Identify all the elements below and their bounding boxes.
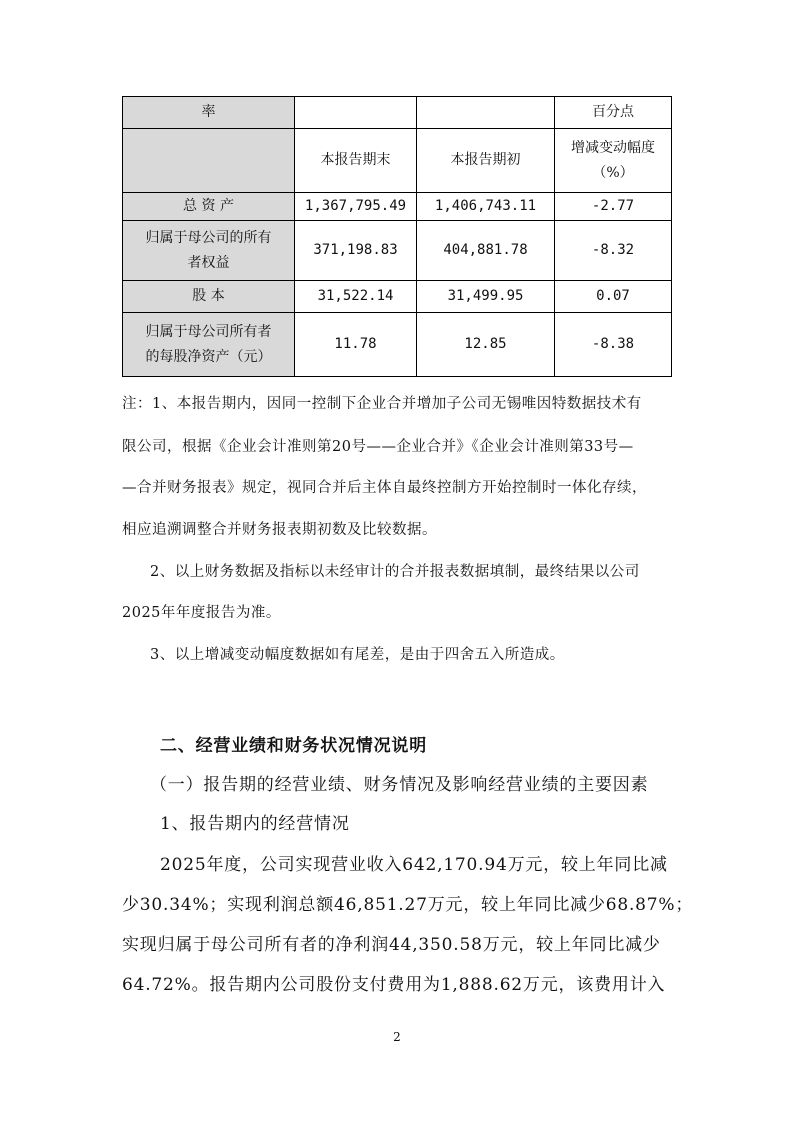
financial-table — [122, 96, 672, 377]
table-cell — [295, 97, 417, 129]
table-row — [123, 281, 672, 313]
section-heading: 二、经营业绩和财务状况情况说明 — [160, 736, 427, 756]
table-cell: 百分点 — [555, 97, 672, 129]
note-3: 3、以上增减变动幅度数据如有尾差，是由于四舍五入所造成。 — [150, 647, 565, 663]
column-header-period-end: 本报告期末 — [295, 129, 417, 193]
column-header-change-line2: （%） — [592, 164, 634, 181]
subsection-item-heading: 1、报告期内的经营情况 — [160, 814, 350, 834]
note-2-line-1: 2、以上财务数据及指标以未经审计的合并报表数据填制，最终结果以公司 — [150, 564, 640, 580]
table-cell — [417, 97, 555, 129]
value-change: 0.07 — [555, 281, 672, 313]
value-period-end: 1,367,795.49 — [295, 193, 417, 221]
value-change: -8.32 — [555, 221, 672, 281]
value-period-start: 31,499.95 — [417, 281, 555, 313]
value-period-start: 12.85 — [417, 313, 555, 377]
table-row — [123, 313, 672, 377]
row-label-line2: 的每股净资产（元） — [145, 348, 272, 365]
column-header-period-start: 本报告期初 — [417, 129, 555, 193]
value-period-end: 11.78 — [295, 313, 417, 377]
row-label-line1: 归属于母公司的所有 — [145, 229, 272, 246]
value-period-start: 404,881.78 — [417, 221, 555, 281]
row-label: 股 本 — [123, 281, 295, 313]
table-row — [123, 193, 672, 221]
row-label: 总 资 产 — [123, 193, 295, 221]
row-label — [123, 313, 295, 377]
table-header-cell — [123, 129, 295, 193]
note-1-line-1: 注：1、本报告期内，因同一控制下企业合并增加子公司无锡唯因特数据技术有 — [122, 396, 642, 412]
value-change: -2.77 — [555, 193, 672, 221]
value-period-end: 371,198.83 — [295, 221, 417, 281]
page-number: 2 — [393, 1030, 401, 1044]
table-header-row — [123, 129, 672, 193]
note-2-line-2: 2025年年度报告为准。 — [122, 605, 281, 621]
value-period-end: 31,522.14 — [295, 281, 417, 313]
subsection-heading: （一）报告期的经营业绩、财务情况及影响经营业绩的主要因素 — [150, 775, 649, 795]
table-cell: 率 — [123, 97, 295, 129]
paragraph-line-3: 实现归属于母公司所有者的净利润44,350.58万元，较上年同比减少 — [122, 935, 661, 955]
value-period-start: 1,406,743.11 — [417, 193, 555, 221]
value-change: -8.38 — [555, 313, 672, 377]
row-label-line2: 者权益 — [187, 254, 230, 271]
paragraph-line-2: 少30.34%；实现利润总额46,851.27万元，较上年同比减少68.87%； — [122, 895, 694, 915]
row-label — [123, 221, 295, 281]
paragraph-line-4: 64.72%。报告期内公司股份支付费用为1,888.62万元，该费用计入 — [122, 975, 666, 995]
table-row — [123, 97, 672, 129]
column-header-change-line1: 增减变动幅度 — [571, 139, 655, 156]
row-label-line1: 归属于母公司所有者 — [145, 323, 272, 340]
paragraph-line-1: 2025年度，公司实现营业收入642,170.94万元，较上年同比减 — [160, 855, 668, 875]
note-1-line-3: —合并财务报表》规定，视同合并后主体自最终控制方开始控制时一体化存续， — [122, 480, 647, 496]
table-row — [123, 221, 672, 281]
note-1-line-4: 相应追溯调整合并财务报表期初数及比较数据。 — [122, 522, 437, 538]
note-1-line-2: 限公司，根据《企业会计准则第20号——企业合并》《企业会计准则第33号— — [122, 439, 634, 455]
column-header-change — [555, 129, 672, 193]
